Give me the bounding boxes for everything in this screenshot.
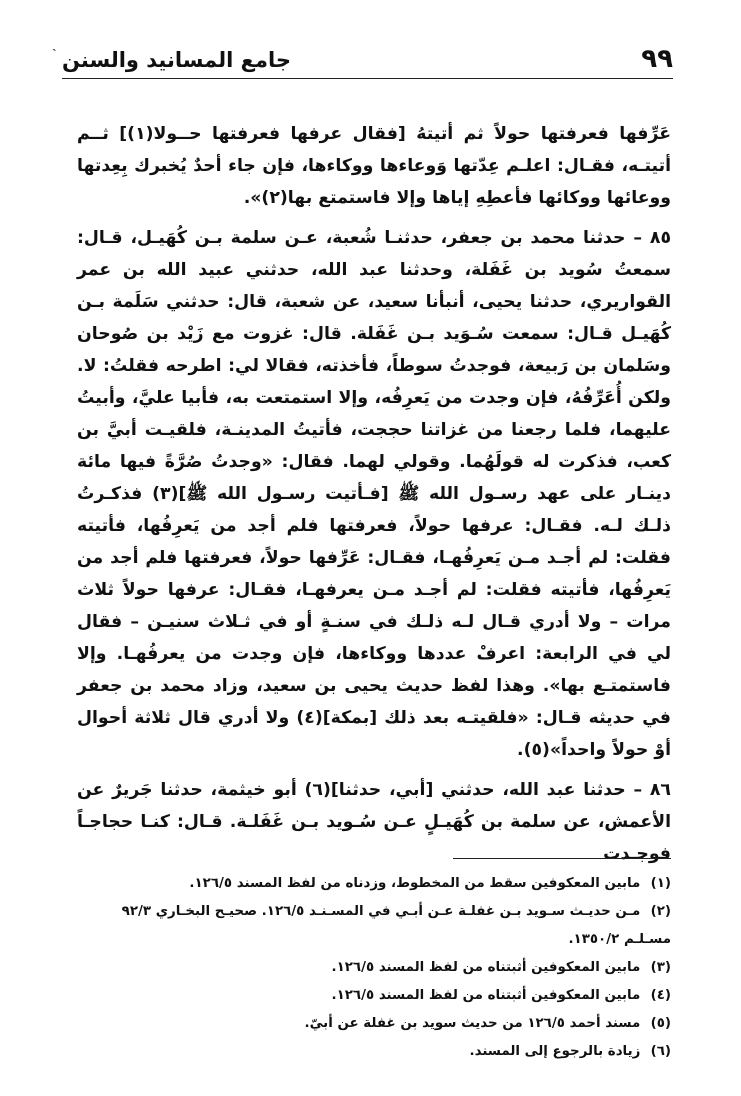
footnote-number: (٣) [650, 960, 671, 975]
running-header [62, 38, 673, 79]
footnote-item [77, 954, 671, 982]
footnote-text: مسند أحمد ١٢٦/٥ من حديث سويد بن غفلة عن أبيّ. [304, 1016, 641, 1031]
corner-mark: ˎ [52, 36, 57, 52]
footnote-text: مابين المعكوفين أثبتناه من لفظ المسند ١٢٦/٥. [331, 960, 641, 975]
paragraph-hadith-86: ٨٦ – حدثنا عبد الله، حدثني [أبي، حدثنا](٦) أبو خيثمة، حدثنا جَريرٌ عن الأعمش، عن سلمة بن كُهَيـلٍ عـن سُـويد بـن غَفَلـة. قـال: كنـا حجاجـاً فوجـدت [77, 780, 671, 864]
footnote-text: مابين المعكوفين أثبتناه من لفظ المسند ١٢٦/٥. [331, 988, 641, 1003]
footnote-item [77, 1038, 671, 1066]
paragraph-continuation: عَرِّفها فعرفتها حولاً ثم أتيتهُ [فقال عرفها فعرفتها حــولا(١)] ثــم أتيتـه، فقـال: اعلـم عِدّتها وَوعاءها ووكاءها، فإن جاء أحدٌ يُخبرك بِعِدتها ووعائها ووكائها فأعطِهِ إياها وإلا فاستمتع بها(٢)». [77, 124, 672, 208]
footnote-number: (٦) [650, 1044, 671, 1059]
footnote-item [77, 870, 671, 898]
footnote-number: (٥) [650, 1016, 671, 1031]
paragraph-hadith-85: ٨٥ – حدثنا محمد بن جعفر، حدثنـا شُعبة، عـن سلمة بـن كُهَيـل، قـال: سمعتُ سُويد بن غَفَلة، وحدثنا عبد الله، حدثني عبيد الله بن عمر القواريري، حدثنا يحيى، أنبأنا سعيد، عن شعبة، قال: حدثني سَلَمة بـن كُهَيـل قـال: سمعت سُـوَيد بـن غَفَلة. قال: غزوت مع زَيْد بن صُوحان وسَلمان بن رَبيعة، فوجدتُ سوطاً، فأخذته، فقالا لي: اطرحه فقلتُ: لا. ولكن أُعَرِّفُهُ، فإن وجدت من يَعرِفُه، وإلا استمتعت به، فأبيا عليَّ، وأبيتُ عليهما، فلما رجعنا من غزاتنا حججت، فأتيتُ المدينـة، فلقيـت أبيَّ بن كعب، فذكرت له قولَهُما. وقولي لهما. فقال: «وجدتُ صُرَّةً فيها مائة دينـار على عهد رسـول الله ﷺ [فـأتيت رسـول الله ﷺ](٣) فذكـرتُ ذلـك لـه. فقـال: عرفها حولاً، فعرفتها فلم أجد من يَعرِفُها، فأتيته فقلت: لم أجـد مـن يَعرِفُهـا، فقـال: عَرِّفها حولاً، فعرفتها فلم أجد من يَعرِفُها، فأتيته فقلت: لم أجـد مـن يعرفهـا، فقـال: عرفها حولاً ثلاث مرات – ولا أدري قـال لـه ذلـك في سنـةٍ أو في ثـلاث سنيـن – فقال لي في الرابعة: اعرفْ عددها ووكاءها، فإن وجدت من يعرفُهـا. وإلا فاستمتـع بها». وهذا لفظ حديث يحيى بن سعيد، وزاد محمد بن جعفر في حديثه قـال: «فلقيتـه بعد ذلك [بمكة](٤) ولا أدري قال ثلاثة أحوال أوْ حولاً واحداً»(٥). [77, 228, 671, 760]
footnote-text: زيادة بالرجوع إلى المسند. [469, 1044, 641, 1059]
main-text [77, 118, 671, 878]
footnote-item [77, 1010, 671, 1038]
footnote-number: (٢) [650, 904, 671, 919]
footnote-number: (٤) [650, 988, 671, 1003]
running-title: جامع المسانيد والسنن [62, 48, 291, 72]
footnotes [77, 870, 671, 1066]
footnote-item [77, 898, 671, 954]
footnote-text: مابين المعكوفين سقط من المخطوط، وزدناه من لفظ المسند ١٢٦/٥. [189, 876, 641, 891]
footnote-number: (١) [650, 876, 671, 891]
page-number: ٩٩ [641, 44, 673, 74]
footnote-divider [453, 858, 671, 859]
footnote-text: مـن حديـث سـويد بـن غفلـة عـن أبـي في المسـنـد ١٢٦/٥. صحيـح البخـاري ٩٢/٣ مسـلـم ١٣٥٠/٢. [121, 904, 671, 947]
footnote-item [77, 982, 671, 1010]
